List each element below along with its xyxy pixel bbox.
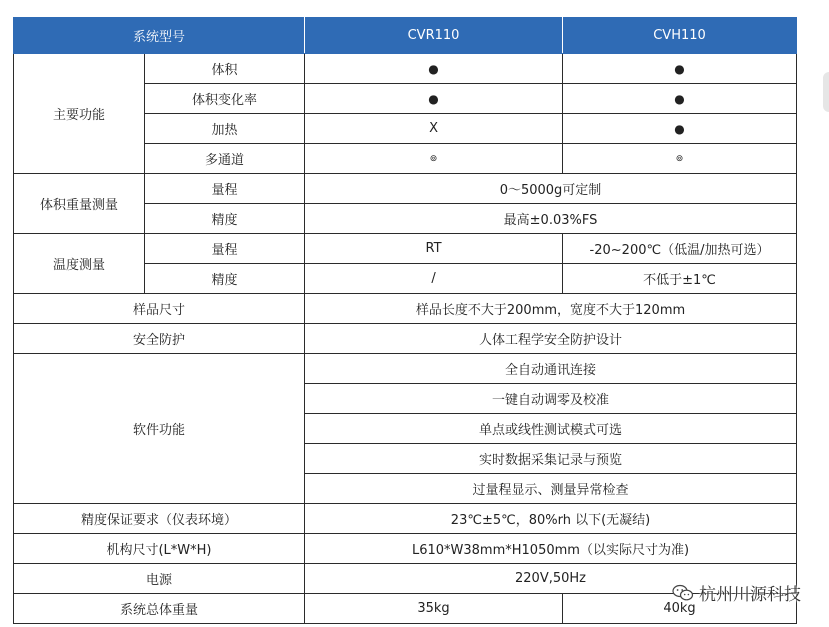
cell-value: 样品长度不大于200mm，宽度不大于120mm	[305, 294, 797, 324]
row-label: 多通道	[145, 144, 305, 174]
row-label: 安全防护	[14, 324, 305, 354]
group-temperature: 温度测量	[14, 234, 145, 294]
header-cvh110: CVH110	[563, 18, 797, 54]
row-label: 精度	[145, 204, 305, 234]
cell-value: X	[305, 114, 563, 144]
table-row	[14, 504, 797, 534]
row-label: 量程	[145, 234, 305, 264]
row-label: 加热	[145, 114, 305, 144]
row-label: 精度保证要求（仪表环境）	[14, 504, 305, 534]
row-label: 体积变化率	[145, 84, 305, 114]
table-row	[14, 234, 797, 264]
cell-value: 40kg	[563, 594, 797, 624]
edge-tab	[823, 72, 829, 112]
cell-value: 220V,50Hz	[305, 564, 797, 594]
spec-table	[13, 17, 797, 624]
cell-value: 不低于±1℃	[563, 264, 797, 294]
cell-value: 实时数据采集记录与预览	[305, 444, 797, 474]
table-row	[14, 324, 797, 354]
cell-value: /	[305, 264, 563, 294]
cell-value: 最高±0.03%FS	[305, 204, 797, 234]
cell-value: ●	[563, 114, 797, 144]
cell-value: ●	[305, 54, 563, 84]
header-cvr110: CVR110	[305, 18, 563, 54]
table-row	[14, 354, 797, 384]
cell-value: RT	[305, 234, 563, 264]
cell-value: ⊚	[563, 144, 797, 174]
group-volume-weight: 体积重量测量	[14, 174, 145, 234]
cell-value: ●	[305, 84, 563, 114]
table-header-row	[14, 18, 797, 54]
row-label: 体积	[145, 54, 305, 84]
wechat-icon	[672, 584, 694, 602]
cell-value: ●	[563, 84, 797, 114]
cell-value: -20~200℃（低温/加热可选）	[563, 234, 797, 264]
cell-value: 全自动通讯连接	[305, 354, 797, 384]
table-row	[14, 54, 797, 84]
cell-value: 人体工程学安全防护设计	[305, 324, 797, 354]
table-row	[14, 294, 797, 324]
cell-value: ●	[563, 54, 797, 84]
cell-value: L610*W38mm*H1050mm（以实际尺寸为准)	[305, 534, 797, 564]
cell-value: 23℃±5℃，80%rh 以下(无凝结)	[305, 504, 797, 534]
watermark	[672, 580, 801, 605]
cell-value: 0～5000g可定制	[305, 174, 797, 204]
cell-value: 一键自动调零及校准	[305, 384, 797, 414]
row-label: 精度	[145, 264, 305, 294]
row-label: 机构尺寸(L*W*H)	[14, 534, 305, 564]
cell-value: 35kg	[305, 594, 563, 624]
cell-value: 单点或线性测试模式可选	[305, 414, 797, 444]
cell-value: 过量程显示、测量异常检查	[305, 474, 797, 504]
row-label: 系统总体重量	[14, 594, 305, 624]
table-row	[14, 174, 797, 204]
cell-value: ⊚	[305, 144, 563, 174]
group-main-functions: 主要功能	[14, 54, 145, 174]
row-label: 电源	[14, 564, 305, 594]
header-model: 系统型号	[14, 18, 305, 54]
group-software: 软件功能	[14, 354, 305, 504]
table-row	[14, 534, 797, 564]
row-label: 样品尺寸	[14, 294, 305, 324]
row-label: 量程	[145, 174, 305, 204]
watermark-text: 杭州川源科技	[699, 585, 801, 605]
